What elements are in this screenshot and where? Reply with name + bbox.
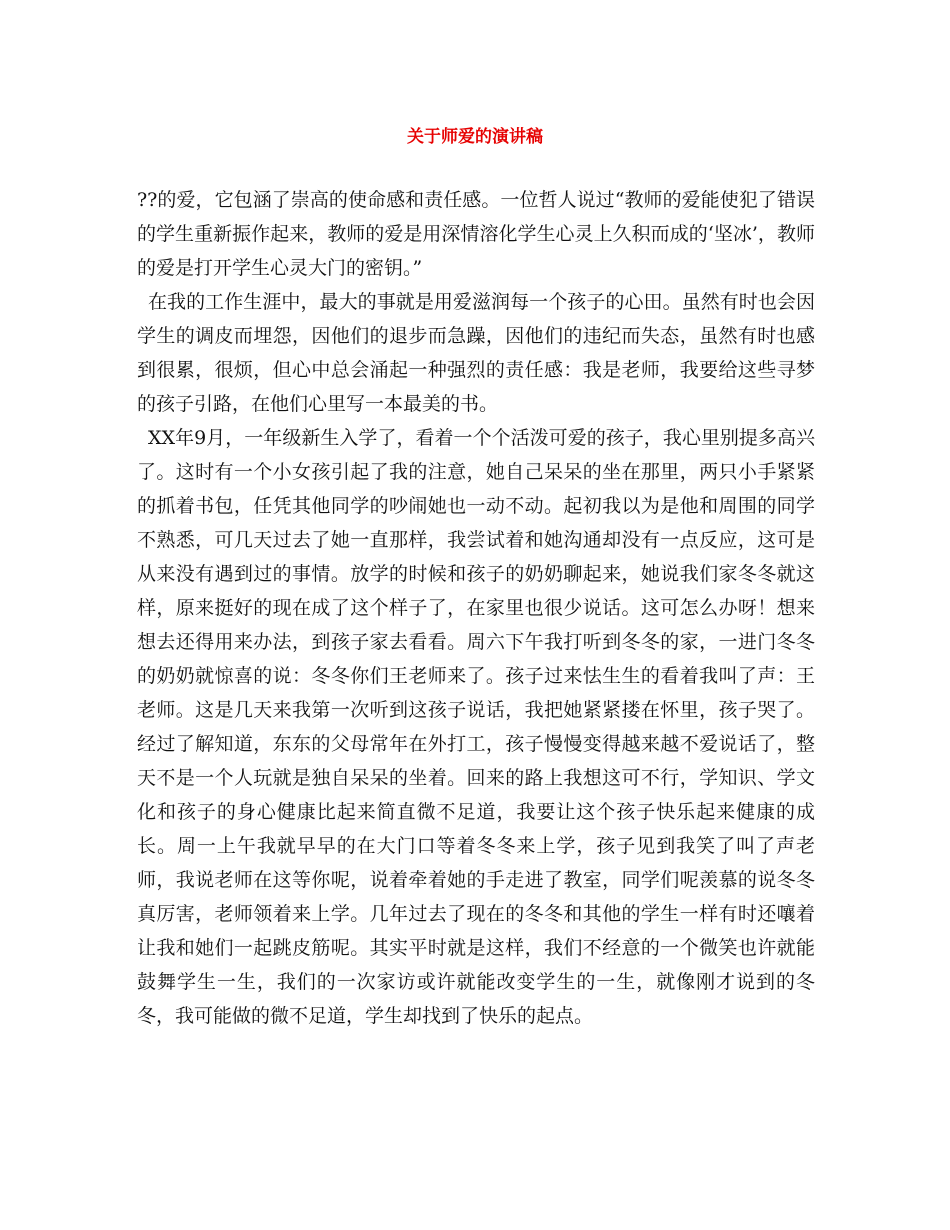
paragraph-2: 在我的工作生涯中，最大的事就是用爱滋润每一个孩子的心田。虽然有时也会因学生的调皮而埋怨，因他们的退步而急躁，因他们的违纪而失态，虽然有时也感到很累，很烦，但心中总会涌起一种强烈的责任感：我是老师，我要给这些寻梦的孩子引路，在他们心里写一本最美的书。 <box>137 291 815 415</box>
paragraph-3: XX年9月，一年级新生入学了，看着一个个活泼可爱的孩子，我心里别提多高兴了。这时有一个小女孩引起了我的注意，她自己呆呆的坐在那里，两只小手紧紧的抓着书包，任凭其他同学的吵闹她也一动不动。起初我以为是他和周围的同学不熟悉，可几天过去了她一直那样，我尝试着和她沟通却没有一点反应，这可是从来没有遇到过的事情。放学的时候和孩子的奶奶聊起来，她说我们家冬冬就这样，原来挺好的现在成了这个样子了，在家里也很少说话。这可怎么办呀！想来想去还得用来办法，到孩子家去看看。周六下午我打听到冬冬的家，一进门冬冬的奶奶就惊喜的说：冬冬你们王老师来了。孩子过来怯生生的看着我叫了声：王老师。这是几天来我第一次听到这孩子说话，我把她紧紧搂在怀里，孩子哭了。经过了解知道，东东的父母常年在外打工，孩子慢慢变得越来越不爱说话了，整天不是一个人玩就是独自呆呆的坐着。回来的路上我想这可不行，学知识、学文化和孩子的身心健康比起来简直微不足道，我要让这个孩子快乐起来健康的成长。周一上午我就早早的在大门口等着冬冬来上学，孩子见到我笑了叫了声老师，我说老师在这等你呢，说着牵着她的手走进了教室，同学们呢羡慕的说冬冬真厉害，老师领着来上学。几年过去了现在的冬冬和其他的学生一样有时还嚷着让我和她们一起跳皮筋呢。其实平时就是这样，我们不经意的一个微笑也许就能鼓舞学生一生，我们的一次家访或许就能改变学生的一生，就像刚才说到的冬冬，我可能做的微不足道，学生却找到了快乐的起点。 <box>137 427 815 1027</box>
paragraph-1: ??的爱，它包涵了崇高的使命感和责任感。一位哲人说过“教师的爱能使犯了错误的学生重新振作起来，教师的爱是用深情溶化学生心灵上久积而成的‘坚冰’，教师的爱是打开学生心灵大门的密钥。” <box>137 189 815 279</box>
document-title: 关于师爱的演讲稿 <box>407 127 543 147</box>
document-body <box>137 183 815 1033</box>
